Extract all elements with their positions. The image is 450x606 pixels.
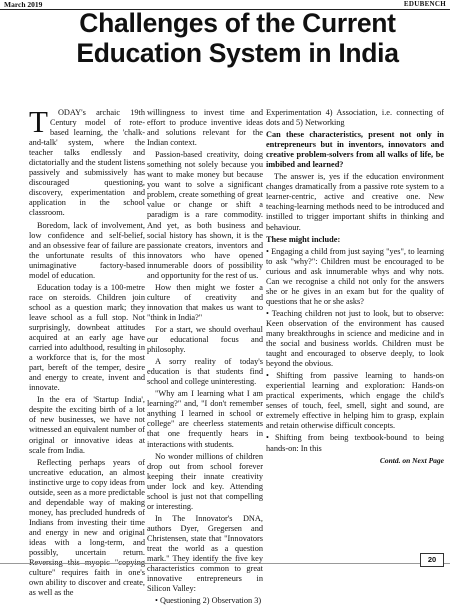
article-column-3	[266, 108, 444, 560]
list-item: • Shifting from being textbook-bound to being hands-on: In this	[266, 433, 444, 453]
paragraph: "Why am I learning what I am learning?" and, "I don't remember anything I learned in school or college" are cheerless statements that one frequently hears in interactions with students.	[147, 389, 263, 449]
paragraph: The answer is, yes if the education environment changes dramatically from a passive rote system to a learner-centric, active and creative one. New teaching-learning methods need to be introduced and instilled to trigger important shifts in thinking and behaviour.	[266, 172, 444, 232]
list-item: • Engaging a child from just saying "yes", to learning to ask "why?": Children must be encouraged to be curious and ask innumerable whys and why nots. Can we recognise a child not only for the answers she or he gives in an exam but for the quality of questions that he or she asks?	[266, 246, 444, 306]
subheading: These might include:	[266, 234, 341, 244]
paragraph: Experimentation 4) Association, i.e. connecting of dots and 5) Networking	[266, 108, 444, 128]
paragraph: willingness to invest time and effort to produce inventive ideas and solutions relevant for the Indian context.	[147, 108, 263, 148]
publication-name: EDUBENCH	[403, 0, 446, 8]
drop-cap: T	[29, 104, 48, 139]
headline-line-1: Challenges of the Current	[79, 8, 396, 38]
continued-note: Contd. on Next Page	[379, 455, 444, 465]
paragraph: For a start, we should overhaul our educational focus and philosophy.	[147, 324, 263, 355]
paragraph: Boredom, lack of involvement, low confidence and self-belief, and an obsessive fear of failure are the unfortunate results of this unimaginative factory-based model of education.	[29, 220, 145, 280]
paragraph: No wonder millions of children drop out from school forever keeping their innate creativity under lock and key. Attending school is just not that compelling or interesting.	[147, 451, 263, 511]
list-item: • Shifting from passive learning to hands-on experiential learning and exploration: Hands-on practical experiments, which engage the child's senses of touch, feel, smell, sight and sound, are extremely effective in helping him to grasp, explain and retain otherwise difficult concepts.	[266, 371, 444, 431]
article-column-1	[29, 104, 145, 598]
paragraph: How then might we foster a culture of creativity and innovation that makes us want to "think in India?"	[147, 282, 263, 322]
article-column-2	[147, 108, 263, 606]
paragraph: Passion-based creativity, doing something not solely because you want to make money but because you want to solve a significant problem, create something of great value or change or shift a paradigm is a rare commodity. And yet, as both business and social history has shown, it is the passionate creators, inventors and innovators who have opened innumerable doors of possibility and opportunity for the rest of us.	[147, 150, 263, 280]
headline-line-2: Education System in India	[76, 38, 399, 68]
article-headline	[30, 8, 445, 68]
highlighted-question: Can these characteristics, present not only in entrepreneurs but in inventors, innovators and creative problem-solvers from all walks of life, be imbibed and learned?	[266, 130, 444, 170]
paragraph: • Questioning 2) Observation 3)	[155, 596, 262, 606]
paragraph: A sorry reality of today's education is that students find school and college uninteresting.	[147, 357, 263, 387]
page-number: 20	[420, 553, 444, 567]
paragraph	[29, 104, 145, 219]
paragraph: In the era of 'Startup India', despite the exciting birth of a lot of new businesses, we have not witnessed an equivalent number of original or innovative ideas at scale from India.	[29, 395, 145, 455]
issue-date: March 2019	[4, 0, 43, 9]
paragraph: In The Innovator's DNA, authors Dyer, Gregersen and Christensen, state that "Innovators treat the world as a question mark." They identify the five key characteristics common to great innovative entrepreneurs in Silicon Valley:	[147, 513, 263, 594]
list-item: • Teaching children not just to look, but to observe: Keen observation of the environment has caused many breakthroughs in science and medicine and in the social and business worlds. Children must be taught and encouraged to observe deeply, to look beyond the obvious.	[266, 308, 444, 369]
footer-rule	[0, 563, 450, 564]
paragraph: Reflecting perhaps years of uncreative education, an almost instinctive urge to copy ideas from outside, seen as a more predictable and dependable way of making money, has precluded hundreds of Indians from investing their time and energy in new and original ideas with a long-term, and possibly, uncertain return. culture" requires faith in one's own ability to discover and create, as well as the	[29, 457, 145, 598]
paragraph: Education today is a 100-metre race on steroids. Children join school as a question mark; they leave school as a full stop. Not surprisingly, downbeat attitudes acquired at an early age have carried into adulthood, resulting in a workforce that is, for the most part, bereft of the temper, desire and energy to create, invent and innovate.	[29, 282, 145, 393]
paragraph-text: ODAY's archaic 19th Century model of rote-based learning, the 'chalk-and-talk' system, where the teacher talks endlessly and dictatorially and the student listens passively and submissively has discouraged questioning, discovery, experimentation and application in the school classroom.	[29, 108, 145, 218]
